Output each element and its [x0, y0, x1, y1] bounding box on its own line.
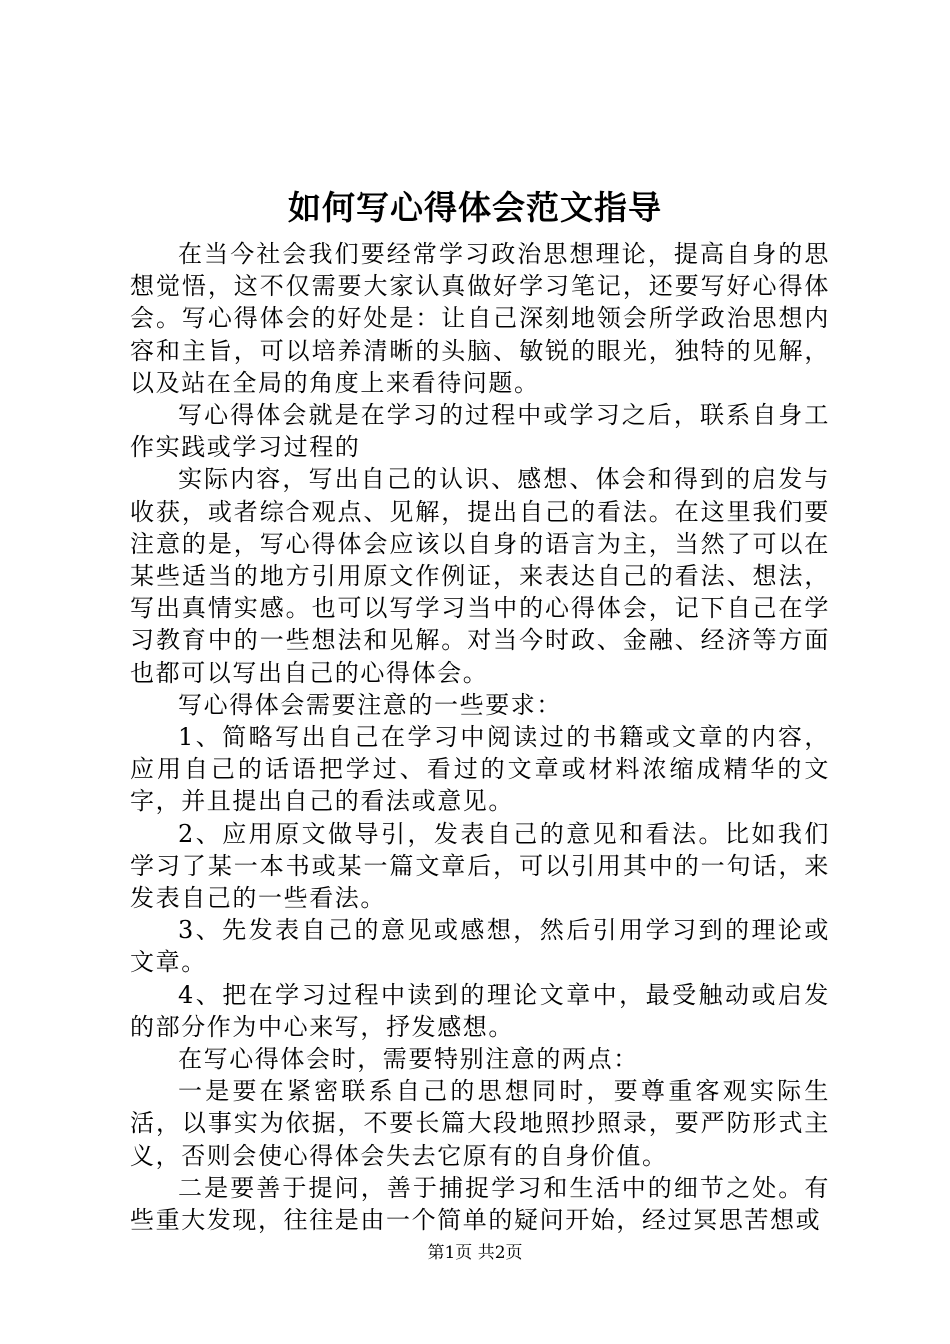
paragraph: 实际内容，写出自己的认识、感想、体会和得到的启发与收获，或者综合观点、见解，提出自己的看法。在这里我们要注意的是，写心得体会应该以自身的语言为主，当然了可以在某些适当的地方引用原文作例证，来表达自己的看法、想法，写出真情实感。也可以写学习当中的心得体会，记下自己在学习教育中的一些想法和见解。对当今时政、金融、经济等方面也都可以写出自己的心得体会。	[130, 465, 830, 687]
paragraph: 二是要善于提问，善于捕捉学习和生活中的细节之处。有些重大发现，往往是由一个简单的疑问开始，经过冥思苦想或	[130, 1173, 830, 1235]
paragraph: 在当今社会我们要经常学习政治思想理论，提高自身的思想觉悟，这不仅需要大家认真做好学习笔记，还要写好心得体会。写心得体会的好处是：让自己深刻地领会所学政治思想内容和主旨，可以培养清晰的头脑、敏锐的眼光，独特的见解，以及站在全局的角度上来看待问题。	[130, 240, 830, 397]
document-title: 如何写心得体会范文指导	[288, 188, 662, 227]
paragraph: 3、先发表自己的意见或感想，然后引用学习到的理论或文章。	[130, 916, 830, 977]
paragraph: 在写心得体会时，需要特别注意的两点：	[178, 1045, 639, 1074]
document-body	[130, 238, 830, 1236]
paragraph: 写心得体会需要注意的一些要求：	[178, 690, 562, 719]
paragraph: 4、把在学习过程中读到的理论文章中，最受触动或启发的部分作为中心来写，抒发感想。	[130, 980, 830, 1041]
paragraph: 2、应用原文做导引，发表自己的意见和看法。比如我们学习了某一本书或某一篇文章后，可以引用其中的一句话，来发表自己的一些看法。	[130, 819, 830, 913]
page-footer: 第1页 共2页	[427, 1243, 523, 1263]
paragraph: 1、简略写出自己在学习中阅读过的书籍或文章的内容，应用自己的话语把学过、看过的文章或材料浓缩成精华的文字，并且提出自己的看法或意见。	[130, 723, 830, 816]
paragraph: 一是要在紧密联系自己的思想同时，要尊重客观实际生活，以事实为依据，不要长篇大段地照抄照录，要严防形式主义，否则会使心得体会失去它原有的自身价值。	[130, 1077, 830, 1170]
paragraph: 写心得体会就是在学习的过程中或学习之后，联系自身工作实践或学习过程的	[130, 401, 830, 462]
